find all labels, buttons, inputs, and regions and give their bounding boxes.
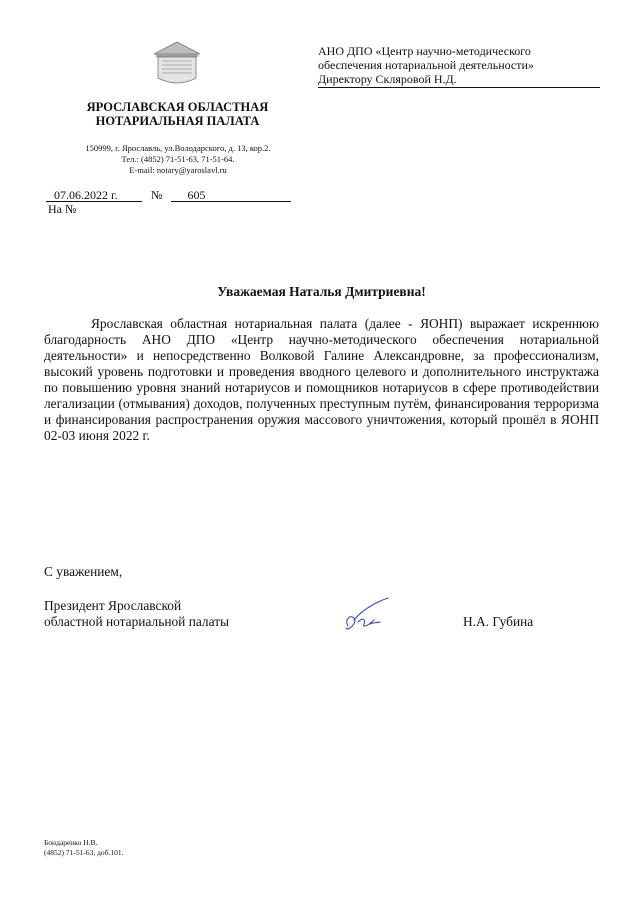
organization-name	[70, 100, 285, 128]
letter-reference	[46, 188, 291, 216]
letter-number: 605	[171, 188, 291, 202]
organization-contacts	[62, 143, 294, 176]
greeting: Уважаемая Наталья Дмитриевна!	[217, 284, 426, 299]
org-address: 150999, г. Ярославль, ул.Володарского, д. 13, кор.2.	[85, 143, 271, 153]
handwritten-signature-icon	[340, 596, 392, 636]
org-email: E-mail: notary@yaroslavl.ru	[129, 165, 227, 175]
signatory-title-line1: Президент Ярославской	[44, 598, 182, 613]
org-phone: Тел.: (4852) 71-51-63, 71-51-64.	[121, 154, 235, 164]
number-label: №	[151, 188, 163, 202]
closing-phrase: С уважением,	[44, 564, 123, 579]
letter-date: 07.06.2022 г.	[46, 188, 142, 202]
executor-phone: (4852) 71-51-63, доб.101.	[44, 848, 124, 857]
signatory-title-line2: областной нотариальной палаты	[44, 614, 230, 629]
letter-body: Ярославская областная нотариальная палата (далее - ЯОНП) выражает искреннюю благодарность АНО ДПО «Центр научно-методического обеспечения нотариальной деятельности» и непосредственно Волковой Галине Александровне, за профессионализм, высокий уровень подготовки и проведения вводного целевого и дополнительного инструктажа по повышению уровня знаний нотариусов и помощников нотариусов в сфере противодействии легализации (отмывания) доходов, полученных преступным путём, финансирования терроризма и финансирования распространения оружия массового уничтожения, который прошёл в ЯОНП 02-03 июня 2022 г.	[44, 316, 599, 443]
executor-footer	[44, 838, 124, 858]
chamber-emblem-icon	[150, 40, 204, 88]
executor-name: Бондаренко Н.В.	[44, 838, 98, 847]
recipient-line2: обеспечения нотариальной деятельности»	[318, 58, 534, 72]
signatory-title	[44, 598, 229, 630]
recipient-line1: АНО ДПО «Центр научно-методического	[318, 44, 531, 58]
recipient-line3: Директору Скляровой Н.Д.	[318, 72, 600, 88]
recipient-block	[318, 44, 600, 88]
org-name-line2: НОТАРИАЛЬНАЯ ПАЛАТА	[95, 114, 260, 128]
reply-to-label: На №	[48, 202, 77, 216]
signatory-name: Н.А. Губина	[463, 614, 534, 629]
org-name-line1: ЯРОСЛАВСКАЯ ОБЛАСТНАЯ	[86, 100, 269, 114]
